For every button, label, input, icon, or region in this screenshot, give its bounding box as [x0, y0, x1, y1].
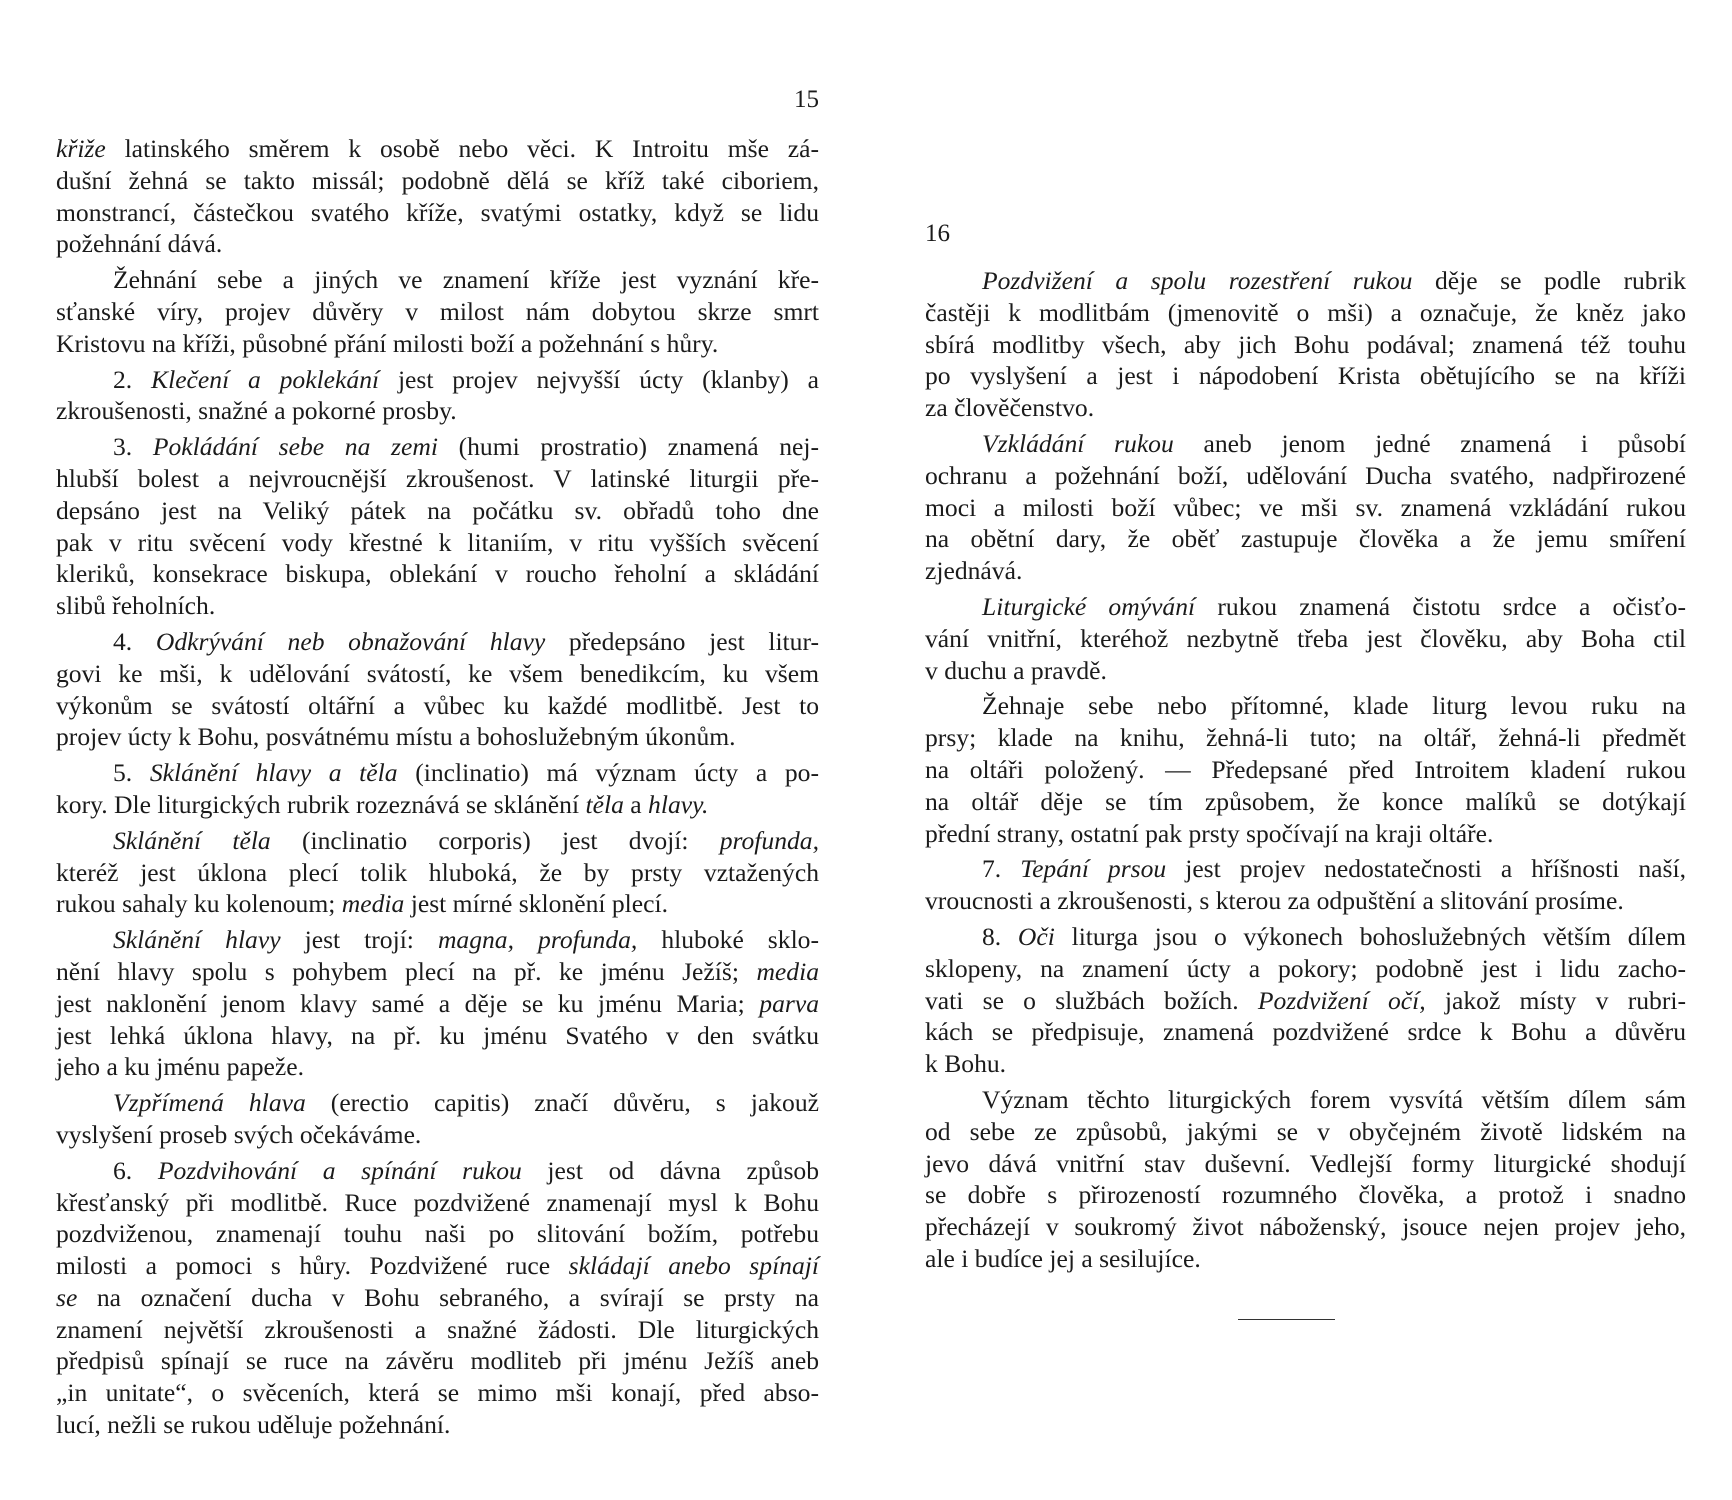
- text-run: od sebe ze způsobů, jakými se v obyčejném životě lidském na: [925, 1116, 1686, 1146]
- text-run: 8.: [982, 921, 1018, 951]
- paragraph: [925, 265, 1686, 424]
- text-line: [925, 953, 1686, 985]
- italic-term: Oči: [1017, 921, 1055, 951]
- paragraph: [925, 853, 1686, 917]
- text-line: [56, 495, 819, 527]
- text-line: [925, 690, 1686, 722]
- text-run: přední strany, ostatní pak prsty spočívají na kraji oltáře.: [925, 818, 1494, 848]
- text-run: 6.: [113, 1155, 158, 1185]
- text-run: rukou znamená čistotu srdce a očisťo-: [1195, 591, 1686, 621]
- text-run: (inclinatio) má význam úcty a po-: [397, 758, 819, 788]
- italic-term: Klečení a poklekání: [151, 364, 380, 394]
- text-run: jest projev nejvyšší úcty (klanby) a: [379, 364, 819, 394]
- text-run: jest projev nedostatečnosti a hříšnosti naší,: [1166, 854, 1686, 884]
- page-text: [925, 265, 1686, 1279]
- text-run: častěji k modlitbám (jmenovitě o mši) a označuje, že kněz jako: [925, 297, 1686, 327]
- text-line: [925, 1148, 1686, 1180]
- text-run: (humi prostratio) znamená nej-: [437, 432, 819, 462]
- text-run: ochranu a požehnání boží, udělování Ducha svatého, nadpřirozené: [925, 460, 1686, 490]
- italic-term: Tepání prsou: [1020, 854, 1167, 884]
- text-run: hluboké sklo-: [637, 925, 819, 955]
- italic-term: Pozdvižení a spolu rozestření rukou: [982, 266, 1413, 295]
- text-run: pak v ritu svěcení vody křestné k litaniím, v ritu vyšších svěcení: [56, 527, 819, 557]
- italic-term: skládají anebo spínají: [568, 1251, 819, 1281]
- text-line: [925, 392, 1686, 424]
- paragraph: [56, 1087, 819, 1151]
- italic-term: Pokládání sebe na zemi: [152, 432, 438, 462]
- page-text: [56, 133, 819, 1445]
- text-run: jest lehká úklona hlavy, na př. ku jménu Svatého v den svátku: [56, 1020, 819, 1050]
- text-line: [56, 1187, 819, 1219]
- text-line: [56, 1377, 819, 1409]
- text-run: dušní žehná se takto missál; podobně dělá se kříž také ciboriem,: [56, 165, 819, 195]
- text-run: projev úcty k Bohu, posvátnému místu a bohoslužebným úkonům.: [56, 722, 736, 752]
- text-run: monstrancí, částečkou svatého kříže, svatými ostatky, když se lidu: [56, 197, 819, 227]
- text-line: [56, 789, 819, 821]
- text-line: [925, 1016, 1686, 1048]
- page-number: 16: [925, 220, 950, 247]
- text-run: lucí, nežli se rukou uděluje požehnání.: [56, 1410, 451, 1440]
- italic-term: Vzpřímená hlava: [113, 1088, 306, 1118]
- text-run: pozdviženou, znamenají touhu naši po slitování božím, potřebu: [56, 1219, 819, 1249]
- text-line: [56, 1314, 819, 1346]
- text-run: děje se podle rubrik: [1412, 266, 1687, 295]
- text-line: [925, 1116, 1686, 1148]
- paragraph: [925, 428, 1686, 587]
- text-run: výkonům se svátostí oltářní a vůbec ku každé modlitbě. Jest to: [56, 690, 819, 720]
- text-line: [56, 590, 819, 622]
- text-line: [925, 555, 1686, 587]
- paragraph: [925, 921, 1686, 1080]
- text-run: 3.: [113, 432, 153, 462]
- text-line: [56, 1051, 819, 1083]
- text-line: [56, 1409, 819, 1441]
- paragraph: [56, 757, 819, 821]
- italic-term: media: [756, 956, 819, 986]
- italic-term: těla: [585, 789, 624, 819]
- text-run: kory. Dle liturgických rubrik rozeznává se sklánění: [56, 789, 586, 819]
- text-run: po vyslyšení a jest i nápodobení Krista obětujícího se na kříži: [925, 361, 1686, 391]
- text-run: jeho a ku jménu papeže.: [56, 1052, 305, 1082]
- text-line: [925, 329, 1686, 361]
- text-line: [925, 360, 1686, 392]
- italic-term: Liturgické omývání: [982, 591, 1196, 621]
- italic-term: profunda,: [719, 825, 819, 855]
- text-run: Žehnání sebe a jiných ve znamení kříže jest vyznání kře-: [113, 265, 819, 295]
- text-run: nění hlavy spolu s pohybem plecí na př. ke jménu Ježíš;: [56, 956, 757, 986]
- text-line: [925, 492, 1686, 524]
- text-line: [925, 591, 1686, 623]
- text-run: jevo dává vnitřní stav duševní. Vedlejší formy liturgické shodují: [925, 1148, 1686, 1178]
- text-line: [56, 956, 819, 988]
- text-run: sťanské víry, projev důvěry v milost nám dobytou skrze smrt: [56, 296, 819, 326]
- text-run: se dobře s přirozeností rozumného člověka, a protož i snadno: [925, 1180, 1686, 1210]
- text-line: [56, 264, 819, 296]
- text-run: požehnání dává.: [56, 229, 223, 259]
- italic-term: hlavy.: [648, 789, 709, 819]
- text-line: [925, 655, 1686, 687]
- text-line: [56, 757, 819, 789]
- text-run: přecházejí v soukromý život náboženský, jsouce nejen projev jeho,: [925, 1212, 1686, 1242]
- italic-term: Sklánění hlavy a těla: [149, 758, 398, 788]
- text-run: jest od dávna způsob: [521, 1155, 820, 1185]
- text-run: aneb jenom jedné znamená i působí: [1173, 428, 1686, 458]
- text-run: vati se o službách božích.: [925, 985, 1258, 1015]
- text-run: (erectio capitis) značí důvěru, s jakouž: [305, 1088, 819, 1118]
- text-run: na oltář děje se tím způsobem, že konce malíků se dotýkají: [925, 786, 1686, 816]
- paragraph: [56, 1155, 819, 1441]
- italic-term: Sklánění těla: [113, 825, 271, 855]
- italic-term: Pozdvihování a spínání rukou: [157, 1155, 522, 1185]
- text-run: jakož místy v rubri-: [1425, 985, 1686, 1015]
- italic-term: parva: [759, 988, 819, 1018]
- text-run: 5.: [113, 758, 150, 788]
- text-line: [925, 1048, 1686, 1080]
- text-run: govi ke mši, k udělování svátostí, ke všem benedikcím, ku všem: [56, 658, 819, 688]
- italic-term: Vzkládání rukou: [982, 428, 1174, 458]
- text-line: [56, 1155, 819, 1187]
- text-line: [56, 658, 819, 690]
- italic-term: Sklánění hlavy: [113, 925, 281, 955]
- text-run: sbírá modlitby všech, aby jich Bohu podával; znamená též touhu: [925, 329, 1686, 359]
- text-line: [56, 825, 819, 857]
- text-run: hlubší bolest a nejvroucnější zkroušenost. V latinské liturgii pře-: [56, 463, 819, 493]
- text-line: [56, 328, 819, 360]
- text-line: [56, 1020, 819, 1052]
- paragraph: [56, 825, 819, 920]
- text-line: [925, 1211, 1686, 1243]
- text-run: předpisů spínají se ruce na závěru modliteb při jménu Ježíš aneb: [56, 1346, 819, 1376]
- text-run: prsy; klade na knihu, žehná-li tuto; na oltář, žehná-li předmět: [925, 723, 1686, 753]
- text-run: Žehnaje sebe nebo přítomné, klade liturg levou ruku na: [982, 691, 1686, 721]
- text-run: Kristovu na kříži, působné přání milosti boží a požehnání s hůry.: [56, 328, 719, 358]
- text-line: [56, 228, 819, 260]
- text-line: [56, 690, 819, 722]
- paragraph: [56, 626, 819, 753]
- text-line: [925, 623, 1686, 655]
- text-run: v duchu a pravdě.: [925, 655, 1107, 685]
- text-run: jest trojí:: [280, 925, 438, 955]
- text-run: slibů řeholních.: [56, 591, 216, 621]
- paragraph: [56, 133, 819, 260]
- text-line: [925, 1243, 1686, 1275]
- text-run: „in unitate“, o svěceních, která se mimo mši konají, před abso-: [56, 1378, 819, 1408]
- text-line: [56, 527, 819, 559]
- text-line: [56, 463, 819, 495]
- text-run: 4.: [113, 626, 156, 656]
- text-run: vyslyšení proseb svých očekáváme.: [56, 1119, 422, 1149]
- text-line: [56, 626, 819, 658]
- text-run: kteréž jest úklona plecí tolik hluboká, že by prsty vztažených: [56, 857, 819, 887]
- text-line: [925, 428, 1686, 460]
- text-run: jest mírné sklonění plecí.: [404, 889, 669, 919]
- paragraph: [56, 264, 819, 359]
- text-run: liturga jsou o výkonech bohoslužebných větším dílem: [1054, 921, 1686, 951]
- text-line: [925, 722, 1686, 754]
- text-run: na označení ducha v Bohu sebraného, a svírají se prsty na: [77, 1282, 819, 1312]
- text-run: ale i budíce jej a sesilujíce.: [925, 1243, 1201, 1273]
- text-line: [56, 1282, 819, 1314]
- text-run: milosti a pomoci s hůry. Pozdvižené ruce: [56, 1251, 569, 1281]
- text-run: latinského směrem k osobě nebo věci. K Introitu mše zá-: [105, 134, 819, 163]
- text-line: [925, 985, 1686, 1017]
- text-run: Význam těchto liturgických forem vysvítá větším dílem sám: [982, 1084, 1686, 1114]
- text-line: [56, 1119, 819, 1151]
- italic-term: Odkrývání neb obnažování hlavy: [155, 626, 546, 656]
- text-run: předepsáno jest litur-: [545, 626, 820, 656]
- paragraph: [925, 591, 1686, 686]
- text-line: [56, 558, 819, 590]
- text-line: [56, 857, 819, 889]
- text-line: [925, 460, 1686, 492]
- page-number: 15: [794, 86, 819, 113]
- text-line: [56, 1087, 819, 1119]
- text-run: moci a milosti boží vůbec; ve mši sv. znamená vzkládání rukou: [925, 492, 1686, 522]
- text-line: [925, 921, 1686, 953]
- text-run: znamení největší zkroušenosti a snažné žádosti. Dle liturgických: [56, 1314, 819, 1344]
- italic-term: magna, profunda,: [437, 925, 638, 955]
- text-run: vání vnitřní, kteréhož nezbytně třeba jest člověku, aby Boha ctil: [925, 623, 1686, 653]
- text-run: zjednává.: [925, 556, 1023, 586]
- text-line: [56, 988, 819, 1020]
- paragraph: [925, 690, 1686, 849]
- text-line: [56, 888, 819, 920]
- text-line: [56, 133, 819, 165]
- text-run: k Bohu.: [925, 1049, 1007, 1079]
- text-line: [56, 1250, 819, 1282]
- text-run: depsáno jest na Veliký pátek na počátku sv. obřadů toho dne: [56, 495, 819, 525]
- paragraph: [56, 431, 819, 622]
- paragraph: [56, 364, 819, 428]
- text-run: zkroušenosti, snažné a pokorné prosby.: [56, 396, 457, 426]
- text-line: [56, 1218, 819, 1250]
- end-rule: [1238, 1319, 1335, 1320]
- italic-term: se: [56, 1282, 78, 1312]
- text-run: rukou sahaly ku kolenoum;: [56, 889, 342, 919]
- paragraph: [925, 1084, 1686, 1275]
- text-line: [56, 721, 819, 753]
- text-line: [56, 364, 819, 396]
- italic-term: media: [341, 889, 405, 919]
- text-run: 7.: [982, 854, 1021, 884]
- text-run: vroucnosti a zkroušenosti, s kterou za odpuštění a slitování prosíme.: [925, 886, 1624, 916]
- text-run: kleriků, konsekrace biskupa, oblekání v roucho řeholní a skládání: [56, 559, 819, 589]
- text-line: [925, 523, 1686, 555]
- text-line: [925, 754, 1686, 786]
- text-run: jest naklonění jenom klavy samé a děje se ku jménu Maria;: [56, 988, 760, 1018]
- text-line: [925, 297, 1686, 329]
- text-run: na oltáři položený. — Předepsané před Introitem kladení rukou: [925, 754, 1686, 784]
- text-run: (inclinatio corporis) jest dvojí:: [270, 825, 720, 855]
- text-line: [925, 265, 1686, 297]
- text-line: [56, 431, 819, 463]
- text-run: na obětní dary, že oběť zastupuje člověka a že jemu smíření: [925, 524, 1686, 554]
- italic-term: Pozdvižení očí,: [1257, 985, 1426, 1015]
- text-run: kách se předpisuje, znamená pozdvižené srdce k Bohu a důvěru: [925, 1017, 1686, 1047]
- text-line: [925, 885, 1686, 917]
- text-line: [925, 786, 1686, 818]
- text-line: [56, 165, 819, 197]
- text-line: [925, 818, 1686, 850]
- text-line: [56, 296, 819, 328]
- text-line: [56, 924, 819, 956]
- text-line: [925, 853, 1686, 885]
- text-run: za člověčenstvo.: [925, 393, 1095, 423]
- text-run: 2.: [113, 364, 152, 394]
- text-line: [56, 197, 819, 229]
- text-run: sklopeny, na znamení úcty a pokory; podobně jest i lidu zacho-: [925, 953, 1686, 983]
- text-run: křesťanský při modlitbě. Ruce pozdvižené znamenají mysl k Bohu: [56, 1187, 819, 1217]
- text-line: [56, 1345, 819, 1377]
- paragraph: [56, 924, 819, 1083]
- text-line: [56, 395, 819, 427]
- text-line: [925, 1084, 1686, 1116]
- italic-term: křiže: [56, 134, 106, 163]
- text-line: [925, 1179, 1686, 1211]
- text-run: a: [623, 789, 649, 819]
